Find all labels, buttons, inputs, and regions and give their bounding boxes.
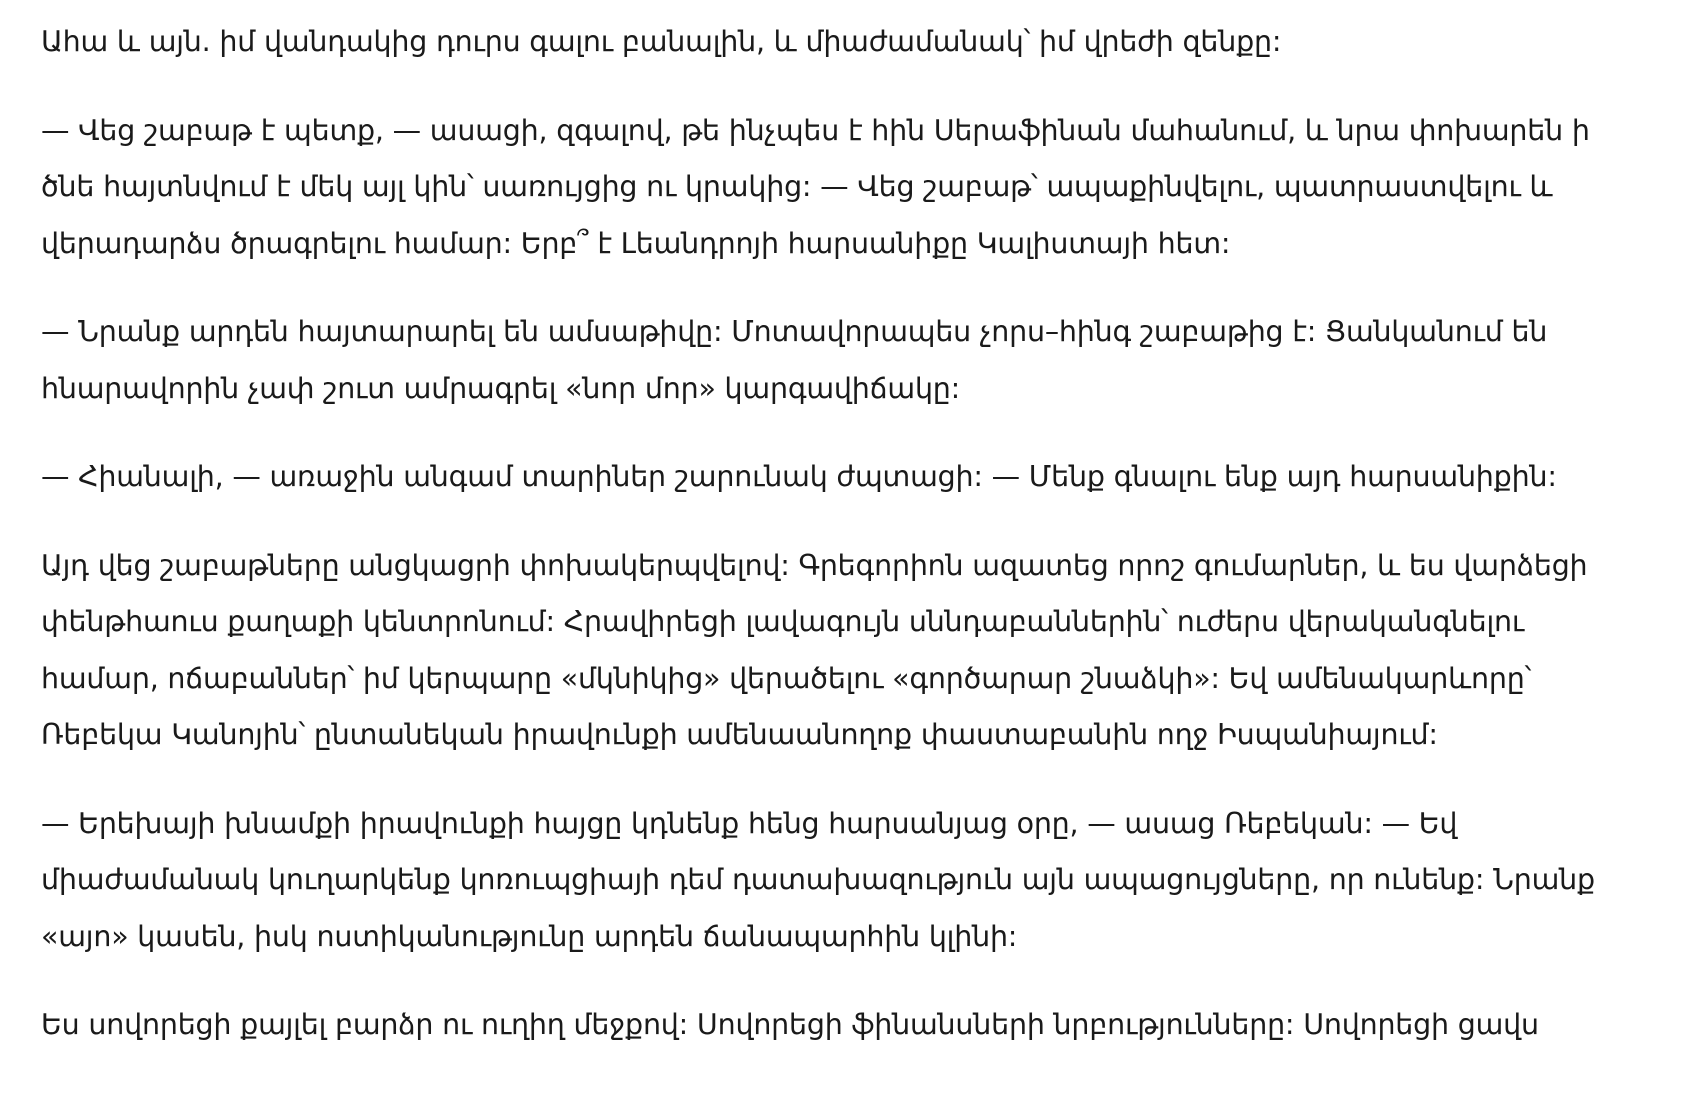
paragraph: — Վեց շաբաթ է պետք, — ասացի, զգալով, թե ինչպես է հին Սերաֆինան մահանում, և նրա փոխարեն ի ծնե հայտնվում է մեկ այլ կին՝ սառույցից ու կրակից: — Վեց շաբաթ՝ ապաքինվելու, պատրաստվելու և վերադարձս ծրագրելու համար: Երբ՞ է Լեանդրոյի հարսանիքը Կալիստայի հետ: bbox=[41, 113, 1590, 260]
paragraph: Ահա և այն. իմ վանդակից դուրս գալու բանալին, և միաժամանակ՝ իմ վրեժի զենքը: bbox=[41, 25, 1282, 58]
paragraph: — Հիանալի, — առաջին անգամ տարիներ շարունակ ժպտացի: — Մենք գնալու ենք այդ հարսանիքին: bbox=[41, 460, 1557, 493]
paragraph: — Նրանք արդեն հայտարարել են ամսաթիվը: Մոտավորապես չորս–հինգ շաբաթից է: Ցանկանում են հնարավորին չափ շուտ ամրագրել «նոր մոր» կարգավիճակը: bbox=[41, 315, 1548, 405]
paragraph: — Երեխայի խնամքի իրավունքի հայցը կդնենք հենց հարսանյաց օրը, — ասաց Ռեբեկան: — Եվ միաժամանակ կուղարկենք կոռուպցիայի դեմ դատախազություն այն ապացույցները, որ ունենք: Նրանք «այո» կասեն, իսկ ոստիկանությունը արդեն ճանապարհին կլինի: bbox=[41, 806, 1595, 953]
document-body bbox=[41, 14, 1621, 1086]
paragraph: Այդ վեց շաբաթները անցկացրի փոխակերպվելով: Գրեգորիոն ազատեց որոշ գումարներ, և ես վարձեցի փենթհաուս քաղաքի կենտրոնում: Հրավիրեցի լավագույն սննդաբաններին՝ ուժերս վերականգնելու համար, ոճաբաններ՝ իմ կերպարը «մկնիկից» վերածելու «գործարար շնաձկի»: Եվ ամենակարևորը՝ Ռեբեկա Կանոյին՝ ընտանեկան իրավունքի ամենաանողոք փաստաբանին ողջ Իսպանիայում: bbox=[41, 548, 1588, 751]
paragraph: Ես սովորեցի քայլել բարձր ու ուղիղ մեջքով: Սովորեցի ֆինանսների նրբությունները: Սովորեցի ցավս bbox=[41, 1008, 1539, 1041]
